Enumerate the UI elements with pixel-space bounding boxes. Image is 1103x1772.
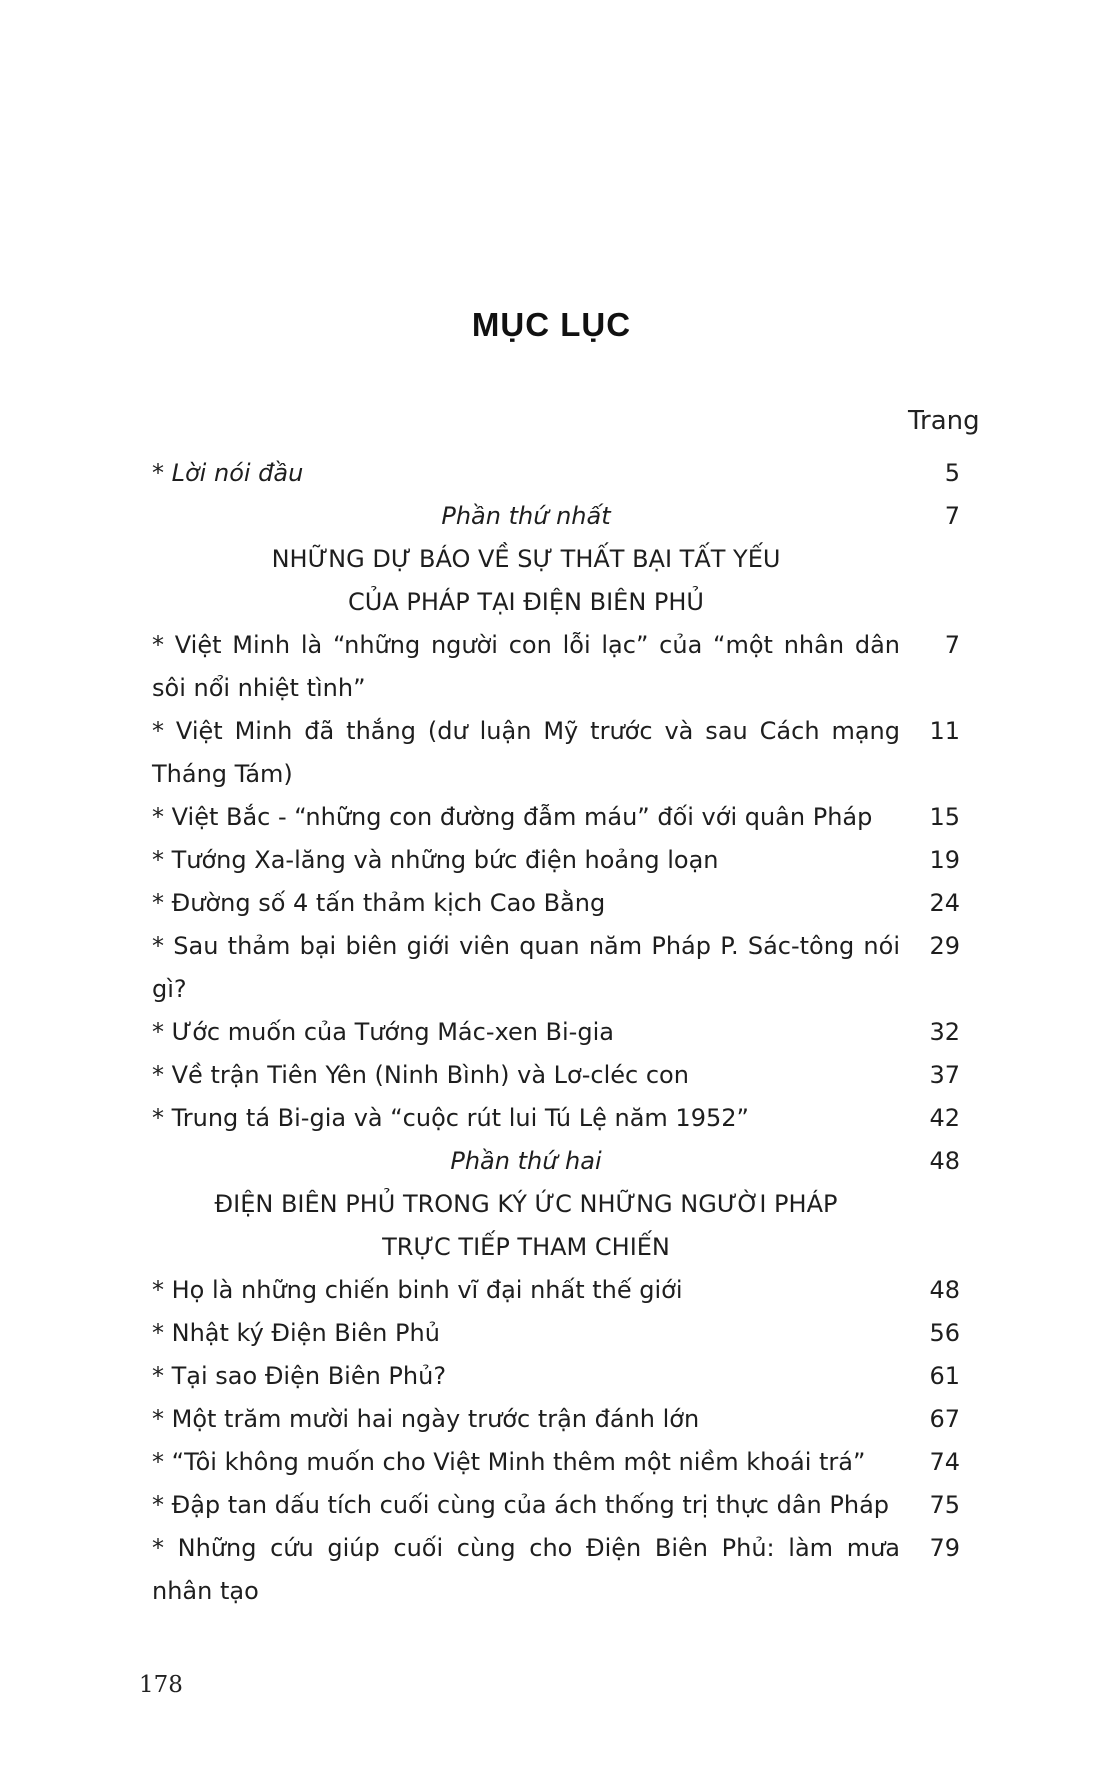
toc-entry bbox=[152, 1269, 960, 1312]
toc-entry-page: 67 bbox=[929, 1405, 960, 1433]
toc-entry-page: 7 bbox=[944, 631, 960, 659]
toc-entry bbox=[152, 1398, 960, 1441]
toc-entry bbox=[152, 1441, 960, 1484]
toc-entry bbox=[152, 882, 960, 925]
toc-entry-page: 79 bbox=[929, 1534, 960, 1562]
toc-entry-page: 74 bbox=[929, 1448, 960, 1476]
page-title: MỤC LỤC bbox=[471, 306, 632, 343]
toc-entry-page: 75 bbox=[929, 1491, 960, 1519]
toc-entry bbox=[152, 624, 960, 710]
toc-entry-page: 48 bbox=[929, 1276, 960, 1304]
toc-entry-text: * Việt Bắc - “những con đường đẫm máu” đối với quân Pháp bbox=[152, 803, 873, 831]
toc-entry-page: 29 bbox=[929, 932, 960, 960]
toc-entry-page: 32 bbox=[929, 1018, 960, 1046]
toc-entry-text: * Những cứu giúp cuối cùng cho Điện Biên Phủ: làm mưa nhân tạo bbox=[152, 1534, 900, 1605]
toc-part-heading bbox=[152, 495, 960, 538]
toc-entry-page: 11 bbox=[929, 717, 960, 745]
table-of-contents bbox=[152, 452, 960, 1613]
toc-section-heading bbox=[152, 538, 960, 581]
toc-entry-page: 37 bbox=[929, 1061, 960, 1089]
toc-entry-text: * Sau thảm bại biên giới viên quan năm Pháp P. Sác-tông nói gì? bbox=[152, 932, 900, 1003]
toc-entry-text: TRỰC TIẾP THAM CHIẾN bbox=[382, 1233, 670, 1261]
toc-entry bbox=[152, 925, 960, 1011]
toc-entry bbox=[152, 839, 960, 882]
toc-entry-text: CỦA PHÁP TẠI ĐIỆN BIÊN PHỦ bbox=[348, 588, 704, 616]
toc-entry-page: 56 bbox=[929, 1319, 960, 1347]
toc-entry-text: * Trung tá Bi-gia và “cuộc rút lui Tú Lệ năm 1952” bbox=[152, 1104, 749, 1132]
toc-entry-text: * Tại sao Điện Biên Phủ? bbox=[152, 1362, 447, 1390]
page-column-header: Trang bbox=[908, 406, 980, 436]
toc-entry-page: 24 bbox=[929, 889, 960, 917]
toc-entry-text: * Họ là những chiến binh vĩ đại nhất thế giới bbox=[152, 1276, 683, 1304]
toc-entry bbox=[152, 1527, 960, 1613]
toc-entry-text: * Một trăm mười hai ngày trước trận đánh lớn bbox=[152, 1405, 700, 1433]
toc-entry-text: * Lời nói đầu bbox=[152, 459, 304, 487]
toc-entry-page: 7 bbox=[944, 502, 960, 530]
toc-section-heading bbox=[152, 1183, 960, 1226]
toc-entry-text: * Ước muốn của Tướng Mác-xen Bi-gia bbox=[152, 1018, 614, 1046]
toc-entry bbox=[152, 710, 960, 796]
toc-entry-text: NHỮNG DỰ BÁO VỀ SỰ THẤT BẠI TẤT YẾU bbox=[271, 545, 781, 573]
toc-entry-text: * Về trận Tiên Yên (Ninh Bình) và Lơ-cléc con bbox=[152, 1061, 689, 1089]
toc-section-heading bbox=[152, 1226, 960, 1269]
toc-entry-page: 19 bbox=[929, 846, 960, 874]
toc-entry-page: 61 bbox=[929, 1362, 960, 1390]
toc-entry-page: 15 bbox=[929, 803, 960, 831]
toc-entry bbox=[152, 1355, 960, 1398]
toc-entry bbox=[152, 1312, 960, 1355]
toc-entry bbox=[152, 1011, 960, 1054]
toc-entry-text: Phần thứ hai bbox=[450, 1147, 602, 1175]
toc-entry-text: * Tướng Xa-lăng và những bức điện hoảng loạn bbox=[152, 846, 719, 874]
toc-entry bbox=[152, 452, 960, 495]
toc-part-heading bbox=[152, 1140, 960, 1183]
toc-section-heading bbox=[152, 581, 960, 624]
toc-entry-page: 42 bbox=[929, 1104, 960, 1132]
toc-entry-text: ĐIỆN BIÊN PHỦ TRONG KÝ ỨC NHỮNG NGƯỜI PHÁP bbox=[214, 1190, 838, 1218]
toc-entry bbox=[152, 1097, 960, 1140]
toc-entry-page: 5 bbox=[944, 459, 960, 487]
page-number: 178 bbox=[139, 1672, 183, 1698]
toc-entry bbox=[152, 1054, 960, 1097]
toc-entry-text: * Đập tan dấu tích cuối cùng của ách thống trị thực dân Pháp bbox=[152, 1491, 890, 1519]
toc-entry bbox=[152, 796, 960, 839]
toc-entry bbox=[152, 1484, 960, 1527]
toc-entry-text: * Việt Minh đã thắng (dư luận Mỹ trước và sau Cách mạng Tháng Tám) bbox=[152, 717, 900, 788]
toc-entry-text: * Việt Minh là “những người con lỗi lạc” của “một nhân dân sôi nổi nhiệt tình” bbox=[152, 631, 900, 702]
toc-entry-text: * “Tôi không muốn cho Việt Minh thêm một niềm khoái trá” bbox=[152, 1448, 866, 1476]
toc-entry-text: Phần thứ nhất bbox=[441, 502, 611, 530]
toc-entry-page: 48 bbox=[929, 1147, 960, 1175]
toc-entry-text: * Nhật ký Điện Biên Phủ bbox=[152, 1319, 440, 1347]
toc-entry-text: * Đường số 4 tấn thảm kịch Cao Bằng bbox=[152, 889, 606, 917]
